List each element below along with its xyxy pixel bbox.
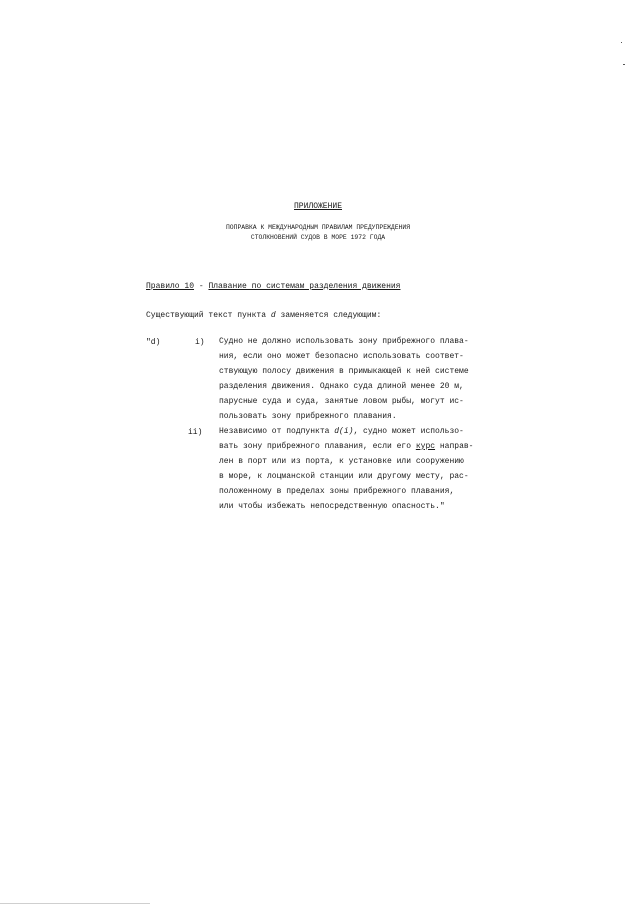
item-ii-underlined-word: курс — [415, 442, 436, 451]
subtitle-line-1: ПОПРАВКА К МЕЖДУНАРОДНЫМ ПРАВИЛАМ ПРЕДУПРЕЖДЕНИЯ — [225, 224, 411, 231]
item-i-line: ния, если оно может безопасно использовать соответ- — [219, 352, 464, 361]
item-i-text — [219, 334, 469, 424]
item-ii-marker: ii) — [188, 428, 203, 437]
item-ii-line-2 — [219, 439, 473, 454]
item-i-line: пользовать зону прибрежного плавания. — [219, 412, 397, 421]
intro-letter: d — [270, 311, 276, 320]
item-ii-line: лен в порт или из порта, к установке или сооружению — [219, 457, 464, 466]
rule-title: Плавание по системам разделения движения — [208, 282, 401, 291]
item-i-marker: i) — [195, 338, 205, 347]
rule-label: Правило 10 — [146, 282, 195, 291]
item-ii-line: в море, к лоцманской станции или другому месту, рас- — [219, 472, 469, 481]
intro-text-after: заменяется следующим: — [280, 311, 382, 320]
scan-speck — [621, 42, 622, 43]
item-i-line: ствующую полосу движения в примыкающей к ней системе — [219, 367, 469, 376]
item-ii-line-1-before: Независимо от подпункта — [219, 427, 330, 436]
item-ii-line: положенному в пределах зоны прибрежного плавания, — [219, 487, 455, 496]
item-ii-line: или чтобы избежать непосредственную опасность." — [219, 502, 445, 511]
subtitle-line-2: СТОЛКНОВЕНИЙ СУДОВ В МОРЕ 1972 ГОДА — [250, 234, 386, 241]
item-i-line: разделения движения. Однако суда длиной менее 20 м, — [219, 382, 464, 391]
intro-text-before: Существующий текст пункта — [146, 311, 267, 320]
intro-line — [146, 311, 381, 320]
item-ii-line-2-before: вать зону прибрежного плавания, если его — [219, 442, 412, 451]
item-ii-line-1-after: , судно может использо- — [353, 427, 464, 436]
item-i-line: Судно не должно использовать зону прибрежного плава- — [219, 337, 469, 346]
item-ii-reference: d(i) — [334, 427, 354, 436]
paragraph-label: "d) — [146, 338, 161, 347]
item-ii-line-2-after: направ- — [439, 442, 474, 451]
rule-heading — [146, 282, 400, 291]
rule-dash: - — [198, 282, 204, 291]
item-i-line: парусные суда и суда, занятые ловом рыбы, могут ис- — [219, 397, 464, 406]
scan-speck — [623, 64, 625, 65]
page-edge-line — [0, 903, 150, 904]
item-ii-line-1 — [219, 424, 473, 439]
page-title: ПРИЛОЖЕНИЕ — [293, 202, 343, 211]
item-ii-text — [219, 424, 473, 514]
